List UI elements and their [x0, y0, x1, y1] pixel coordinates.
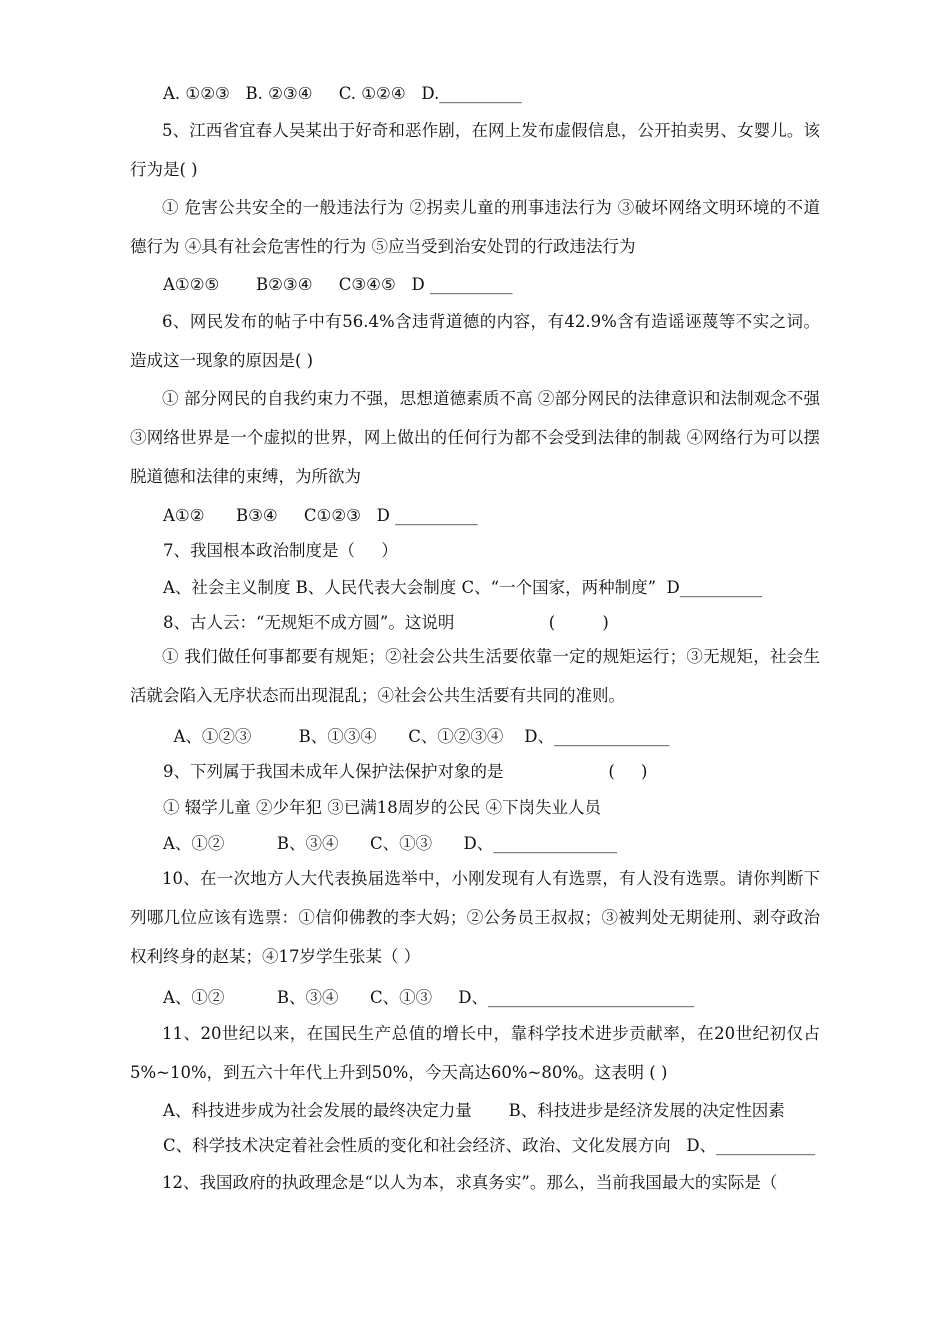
q11-stem: 11、20世纪以来，在国民生产总值的增长中，靠科学技术进步贡献率，在20世纪初仅占5%~10%，到五六十年代上升到50%，今天高达60%~80%。这表明 ( ) — [130, 1024, 820, 1082]
q6-answer-options: A①② B③④ C①②③ D __________ — [163, 506, 478, 525]
q8-stem: 8、古人云：“无规矩不成方圆”。这说明 ( ) — [163, 613, 609, 632]
q12-stem: 12、我国政府的执政理念是“以人为本，求真务实”。那么，当前我国最大的实际是（ — [162, 1173, 778, 1192]
q6-statements: ① 部分网民的自我约束力不强，思想道德素质不高 ②部分网民的法律意识和法制观念不强 ③网络世界是一个虚拟的世界，网上做出的任何行为都不会受到法律的制裁 ④网络行为可以摆脱道德和法律的束缚，为所欲为 — [130, 389, 820, 486]
q7-answer-options: A、社会主义制度 B、人民代表大会制度 C、“一个国家，两种制度” D__________ — [163, 578, 763, 597]
q6-stem: 6、网民发布的帖子中有56.4%含违背道德的内容，有42.9%含有造谣诬蔑等不实之词。造成这一现象的原因是( ) — [130, 312, 820, 370]
q9-stem: 9、下列属于我国未成年人保护法保护对象的是 ( ) — [163, 762, 648, 781]
q11-option-c-d: C、科学技术决定着社会性质的变化和社会经济、政治、文化发展方向 D、____________ — [163, 1136, 816, 1155]
q10-stem: 10、在一次地方人大代表换届选举中，小刚发现有人有选票，有人没有选票。请你判断下列哪几位应该有选票：①信仰佛教的李大妈；②公务员王叔叔；③被判处无期徒刑、剥夺政治权利终身的赵某；④17岁学生张某（ ） — [130, 869, 820, 966]
q5-statements: ① 危害公共安全的一般违法行为 ②拐卖儿童的刑事违法行为 ③破坏网络文明环境的不道德行为 ④具有社会危害性的行为 ⑤应当受到治安处罚的行政违法行为 — [130, 198, 820, 256]
q11-option-a-b: A、科技进步成为社会发展的最终决定力量 B、科技进步是经济发展的决定性因素 — [163, 1101, 785, 1120]
q10-answer-options: A、①② B、③④ C、①③ D、_________________________ — [163, 988, 695, 1007]
q4-answer-options: A. ①②③ B. ②③④ C. ①②④ D.__________ — [163, 84, 522, 103]
q5-answer-options: A①②⑤ B②③④ C③④⑤ D __________ — [163, 275, 513, 294]
q8-answer-options: A、①②③ B、①③④ C、①②③④ D、______________ — [163, 727, 670, 746]
q9-answer-options: A、①② B、③④ C、①③ D、_______________ — [163, 834, 618, 853]
q5-stem: 5、江西省宜春人吴某出于好奇和恶作剧，在网上发布虚假信息，公开拍卖男、女婴儿。该行为是( ) — [130, 121, 820, 179]
q8-statements: ① 我们做任何事都要有规矩；②社会公共生活要依靠一定的规矩运行；③无规矩，社会生活就会陷入无序状态而出现混乱；④社会公共生活要有共同的准则。 — [130, 647, 820, 705]
q7-stem: 7、我国根本政治制度是（ ） — [163, 541, 398, 560]
q9-statements: ① 辍学儿童 ②少年犯 ③已满18周岁的公民 ④下岗失业人员 — [163, 798, 601, 817]
